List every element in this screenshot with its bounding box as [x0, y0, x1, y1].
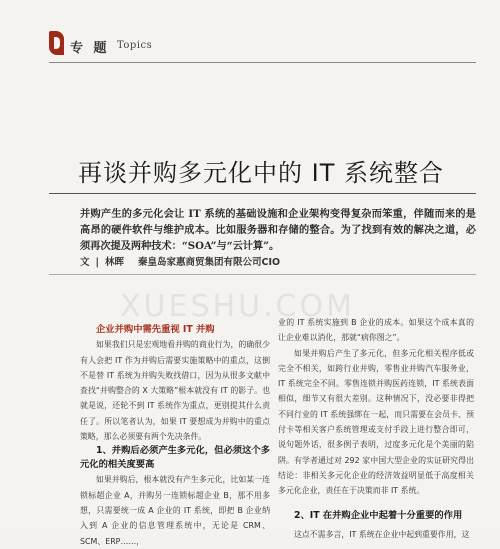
title-divider — [49, 193, 476, 194]
byline-divider — [49, 274, 476, 275]
byline — [80, 254, 280, 268]
section-tab-icon — [49, 31, 64, 55]
section-label-en: Topics — [117, 40, 153, 51]
header-divider — [49, 62, 476, 63]
byline-author: 林晖 — [105, 257, 125, 268]
byline-label: 文 — [80, 257, 90, 268]
right-column — [278, 315, 474, 542]
byline-affiliation: 秦皇岛家惠商贸集团有限公司CIO — [138, 257, 281, 268]
paragraph: 如果并购后产生了多元化，但多元化相关程序低或完全不相关，如跨行业并购，零售业并购汽车服务业，IT 系统完全不同。零售连锁并购医药连锁，IT 系统表面相似，细节又有很大差别。这种情况下，没必要非得把不同行业的 IT 系统强绑在一起，而只需要在会员卡、预付卡等相关客户系统管理或支付手段上进行整合即可，说句题外话，很多例子表明，过度多元化是个美丽的陷阱。有学者通过对 292 家中国大型企业的实证研究得出结论：非相关多元化企业的经济效益明显低于高度相关多元化企业，责任在于决策而非 IT 系统。 — [278, 348, 474, 496]
subheading-it-role: 2、IT 在并购企业中起着十分重要的作用 — [294, 509, 463, 521]
section-heading-ma-it: 企业并购中需先重视 IT 并购 — [96, 324, 215, 335]
paragraph: 如果我们只是宏观地看并购的商业行为，的确很少有人会把 IT 作为并购后需要实施策略中的重点，这倒不是替 IT 系统为并购失败找借口，因为从很多文献中查找“并购整合的 X 大策略”根本就没有 IT 的影子。也就是说，还轮不到 IT 系统作为重点，更别提其什么责任了。所以笔者认为，如果 IT 要想成为并购中的重点策略，那么必须要有两个先决条件。 — [80, 340, 270, 442]
section-label-cn: 专 题 — [70, 41, 110, 56]
byline-separator: | — [95, 257, 99, 268]
left-column — [80, 318, 270, 549]
subheading-diversification: 1、并购后必须产生多元化，但必须这个多元化的相关度要高 — [80, 445, 270, 471]
paragraph: 这点不需多言，IT 系统在企业中起到重要作用，这 — [294, 529, 470, 539]
paragraph: 业的 IT 系统实施到 B 企业的成本。如果这个成本真的让企业难以消化，那就“病你图之”。 — [278, 318, 474, 343]
article-abstract: 并购产生的多元化会让 IT 系统的基础设施和企业架构变得复杂而笨重，伴随而来的是高昂的硬件软件与维护成本。比如服务器和存储的整合。为了找到有效的解决之道，必须再次提及两种技术：“SOA”与“云计算”。 — [80, 208, 476, 252]
article-title: 再谈并购多元化中的 IT 系统整合 — [78, 159, 444, 187]
paragraph: 如果并购后，根本就没有产生多元化，比如某一连锁标超企业 A，并购另一连锁标超企业 B，那不用多想，只需要统一成 A 企业的 IT 系统，即把 B 企业纳入到 A 企业的信息管理系统中，无论是 CRM、SCM、ERP……， — [80, 475, 270, 546]
watermark: XUESHU.COM — [120, 289, 356, 324]
